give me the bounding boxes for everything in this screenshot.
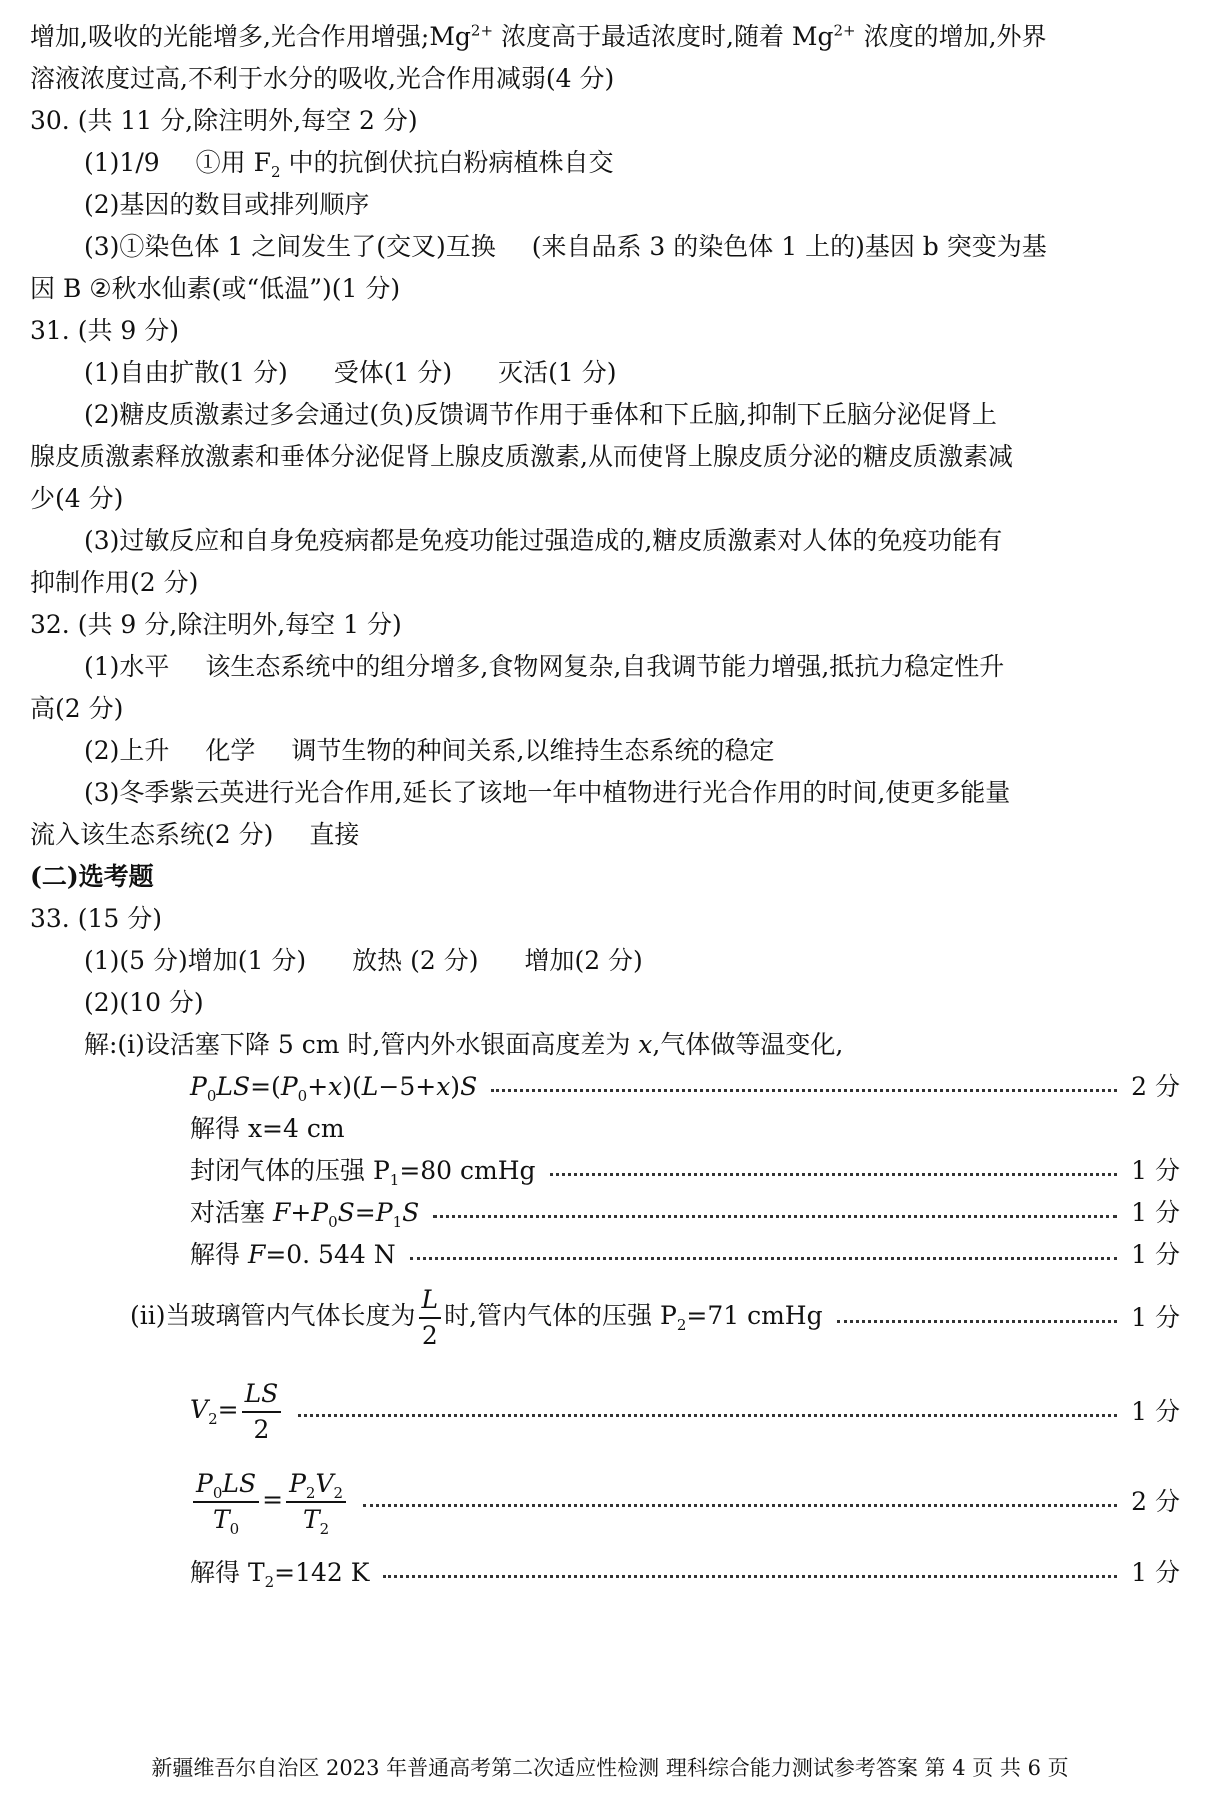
continued-answer-line-1: 增加,吸收的光能增多,光合作用增强$;Mg^{2+}$ 浓度高于最适浓度时,随着 $Mg^{2+}$ 浓度的增加,外界 [30, 21, 1047, 51]
formula-force-result: 解得 F=0. 544 N 1 分 [190, 1240, 1180, 1269]
q31-part3-line1: (3)过敏反应和自身免疫病都是免疫功能过强造成的,糖皮质激素对人体的免疫功能有 [84, 526, 1003, 555]
q30-heading: 30. (共 11 分,除注明外,每空 2 分) [30, 106, 418, 135]
formula-volume-v2: $V_2=$ $\frac{LS}{2}$ 1 分 [190, 1379, 1180, 1444]
formula-temperature-result: 解得 $T_2=142$ K 1 分 [190, 1558, 1180, 1591]
formula-gas-law: $\frac{P_0LS}{T_0}$ = $\frac{P_2V_2}{T_2}$ 2 分 [190, 1470, 1180, 1533]
q33-solution-intro: 解:(ⅰ)设活塞下降 5 cm 时,管内外水银面高度差为 x,气体做等温变化, [84, 1030, 844, 1059]
q33-part2: (2)(10 分) [84, 988, 204, 1017]
score: 2 分 [1131, 1487, 1180, 1516]
result-x: 解得 x=4 cm [190, 1114, 345, 1143]
score: 1 分 [1131, 1198, 1180, 1227]
leader-dots [550, 1173, 1118, 1176]
score: 1 分 [1131, 1397, 1180, 1426]
q30-part3-line2: 因 B ②秋水仙素(或“低温”)(1 分) [30, 274, 401, 303]
score: 1 分 [1131, 1240, 1180, 1269]
section-elective-heading: (二)选考题 [30, 862, 154, 891]
fraction-p2v2-over-t2: $\frac{P_2V_2}{T_2}$ [286, 1470, 346, 1533]
q32-part1-line2: 高(2 分) [30, 694, 124, 723]
q31-part3-line2: 抑制作用(2 分) [30, 568, 199, 597]
q31-part1: (1)自由扩散(1 分) 受体(1 分) 灭活(1 分) [84, 358, 617, 387]
fraction-L-over-2: $\frac{L}{2}$ [419, 1286, 442, 1349]
leader-dots [837, 1320, 1118, 1323]
formula-isothermal-expr: $P_0LS=(P_0+x)(L-5+x)S$ [190, 1072, 478, 1105]
score: 1 分 [1131, 1156, 1180, 1185]
page-footer: 新疆维吾尔自治区 2023 年普通高考第二次适应性检测 理科综合能力测试参考答案 第 4 页 共 6 页 [151, 1756, 1069, 1780]
continued-answer-line-2: 溶液浓度过高,不利于水分的吸收,光合作用减弱(4 分) [30, 64, 615, 93]
q31-part2-line2: 腺皮质激素释放激素和垂体分泌促肾上腺皮质激素,从而使肾上腺皮质分泌的糖皮质激素减 [30, 442, 1013, 471]
q31-part2-line3: 少(4 分) [30, 484, 124, 513]
q33-heading: 33. (15 分) [30, 904, 162, 933]
q33-part1: (1)(5 分)增加(1 分) 放热 (2 分) 增加(2 分) [84, 946, 643, 975]
q30-part3-line1: (3)①染色体 1 之间发生了(交叉)互换 (来自品系 3 的染色体 1 上的)基因 b 突变为基 [84, 232, 1047, 261]
leader-dots [363, 1504, 1117, 1507]
leader-dots [410, 1257, 1118, 1260]
leader-dots [383, 1575, 1117, 1578]
leader-dots [298, 1414, 1117, 1417]
q32-part3-line2: 流入该生态系统(2 分) 直接 [30, 820, 360, 849]
formula-pressure-p1: 封闭气体的压强 $P_1=80$ cmHg 1 分 [190, 1156, 1180, 1189]
q31-part2-line1: (2)糖皮质激素过多会通过(负)反馈调节作用于垂体和下丘脑,抑制下丘脑分泌促肾上 [84, 400, 997, 429]
formula-isothermal [190, 1072, 1180, 1105]
formula-piston-balance: 对活塞 $F+P_0S=P_1S$ 1 分 [190, 1198, 1180, 1231]
q32-part3-line1: (3)冬季紫云英进行光合作用,延长了该地一年中植物进行光合作用的时间,使更多能量 [84, 778, 1011, 807]
fraction-LS-over-2: $\frac{LS}{2}$ [242, 1380, 282, 1443]
q30-part2: (2)基因的数目或排列顺序 [84, 190, 370, 219]
formula-part-ii-pressure: (ⅱ)当玻璃管内气体长度为 $\frac{L}{2}$ 时,管内气体的压强 $P_2=71$ cmHg 1 分 [130, 1285, 1180, 1350]
fraction-p0ls-over-t0: $\frac{P_0LS}{T_0}$ [193, 1470, 259, 1533]
q32-heading: 32. (共 9 分,除注明外,每空 1 分) [30, 610, 402, 639]
q31-heading: 31. (共 9 分) [30, 316, 180, 345]
score: 2 分 [1131, 1072, 1180, 1101]
q32-part2: (2)上升 化学 调节生物的种间关系,以维持生态系统的稳定 [84, 736, 775, 765]
score: 1 分 [1131, 1303, 1180, 1332]
leader-dots [491, 1089, 1117, 1092]
q32-part1-line1: (1)水平 该生态系统中的组分增多,食物网复杂,自我调节能力增强,抵抗力稳定性升 [84, 652, 1005, 681]
q30-part1: (1)1/9 ①用 $F_2$ 中的抗倒伏抗白粉病植株自交 [84, 148, 614, 181]
leader-dots [433, 1215, 1117, 1218]
score: 1 分 [1131, 1558, 1180, 1587]
